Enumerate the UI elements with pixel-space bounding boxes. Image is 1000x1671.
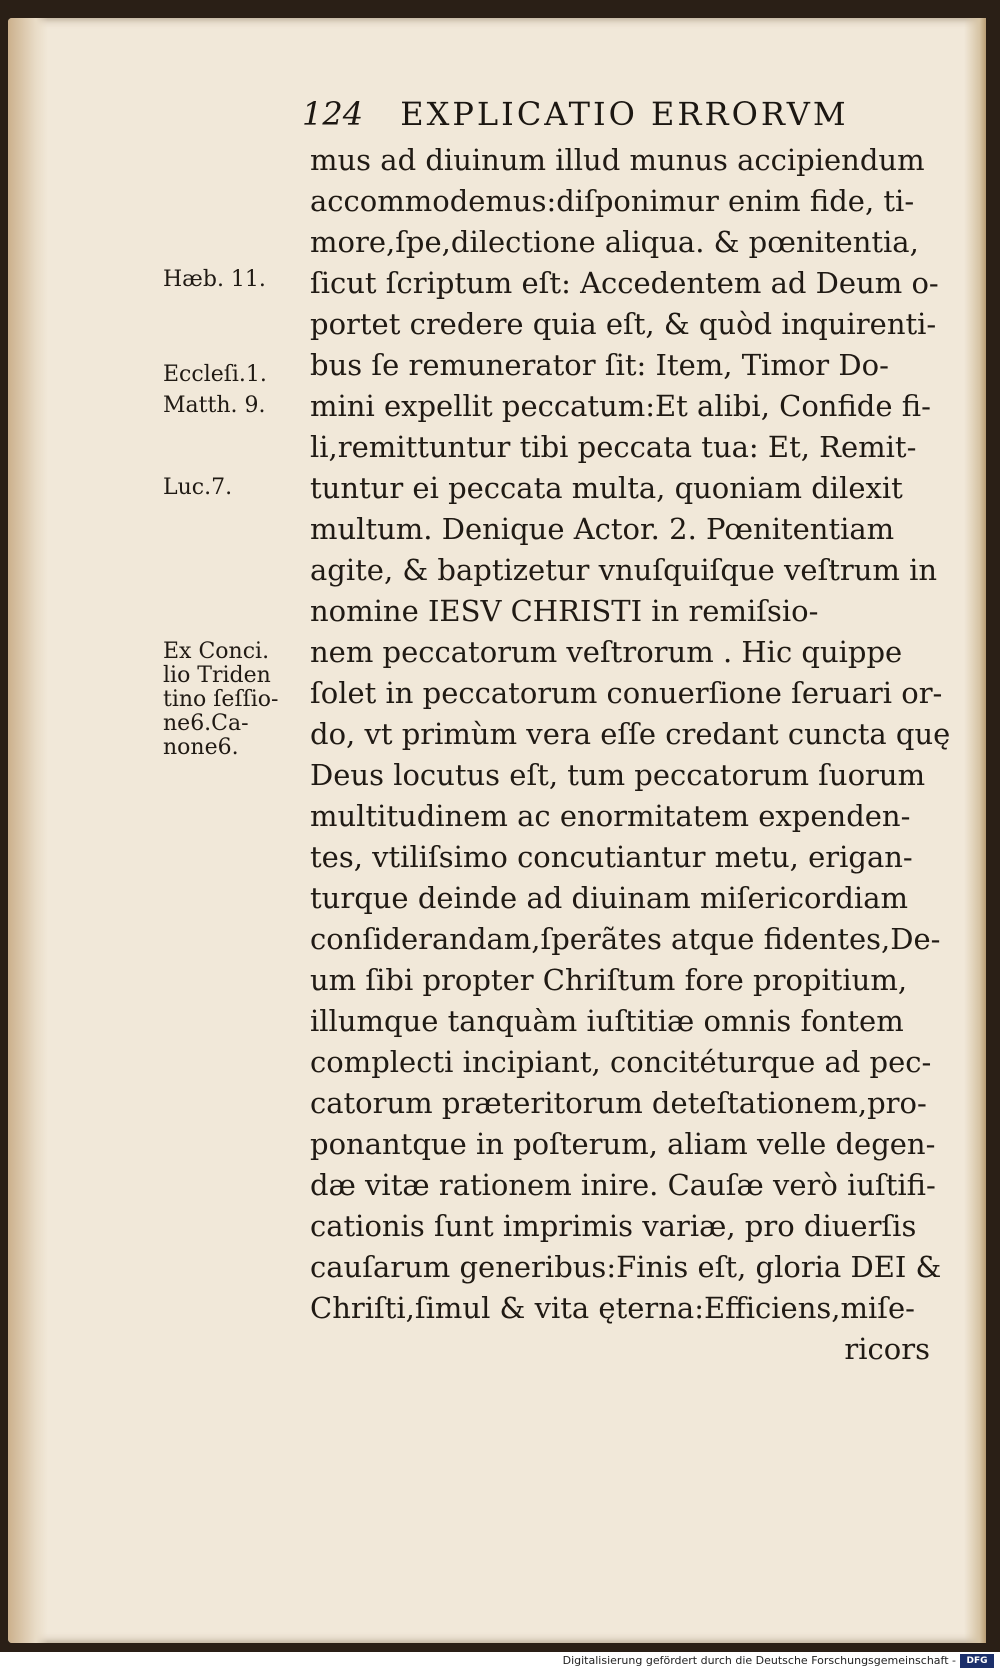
margin-note-haeb: Hæb. 11. [163, 267, 266, 292]
text-line: tes, vtiliſsimo concutiantur metu, erigan- [310, 840, 913, 874]
text-line: nem peccatorum veſtrorum . Hic quippe [310, 635, 903, 669]
running-title: EXPLICATIO ERRORVM [400, 95, 849, 133]
page-number: 124 [302, 95, 364, 133]
margin-note-line: none6. [163, 735, 239, 760]
text-line: mini expellit peccatum:Et alibi, Confide fi- [310, 389, 931, 423]
text-line: nomine IESV CHRISTI in remiſsio- [310, 594, 819, 628]
margin-note-line: Ex Conci. [163, 639, 270, 664]
text-line: agite, & baptizetur vnuſquiſque veſtrum in [310, 553, 938, 587]
text-line: multum. Denique Actor. 2. Pœnitentiam [310, 512, 895, 546]
footer-credit: Digitalisierung gefördert durch die Deutsche Forschungsgemeinschaft - [562, 1654, 956, 1667]
margin-note-matth: Matth. 9. [163, 393, 266, 418]
text-line: complecti incipiant, concitéturque ad pec- [310, 1045, 932, 1079]
margin-note-line: ne6.Ca- [163, 711, 249, 736]
text-line: li,remittuntur tibi peccata tua: Et, Remit- [310, 430, 917, 464]
margin-note-council [163, 640, 293, 760]
text-line: catorum præteritorum deteſtationem,pro- [310, 1086, 927, 1120]
text-line: more,ſpe,dilectione aliqua. & pœnitentia, [310, 225, 919, 259]
text-line: illumque tanquàm iuſtitiæ omnis fontem [310, 1004, 904, 1038]
dfg-logo: DFG [960, 1654, 994, 1668]
text-line: mus ad diuinum illud munus accipiendum [310, 143, 925, 177]
margin-note-luc: Luc.7. [163, 475, 233, 500]
digitization-footer [0, 1652, 1000, 1671]
text-line: ponantque in poſterum, aliam velle degen- [310, 1127, 936, 1161]
text-line: do, vt primùm vera eſſe credant cuncta quę [310, 717, 951, 751]
text-line: bus ſe remunerator ſit: Item, Timor Do- [310, 348, 889, 382]
text-line: portet credere quia eſt, & quòd inquirenti- [310, 307, 937, 341]
running-head [302, 95, 942, 133]
body-text [310, 140, 960, 1370]
text-line: accommodemus:diſponimur enim fide, ti- [310, 184, 915, 218]
text-line: ſolet in peccatorum conuerſione ſeruari or- [310, 676, 943, 710]
page-gutter-shadow [8, 18, 48, 1643]
text-line: Chriſti,ſimul & vita ęterna:Efficiens,miſe- [310, 1291, 915, 1325]
margin-note-line: lio Triden [163, 663, 271, 688]
text-line: multitudinem ac enormitatem expenden- [310, 799, 911, 833]
text-line: dæ vitæ rationem inire. Cauſæ verò iuſtifi- [310, 1168, 936, 1202]
catchword: ricors [844, 1332, 930, 1366]
text-line: conſiderandam,ſperãtes atque fidentes,De- [310, 922, 941, 956]
text-line: cationis ſunt imprimis variæ, pro diuerſis [310, 1209, 917, 1243]
text-line: cauſarum generibus:Finis eſt, gloria DEI & [310, 1250, 942, 1284]
margin-note-eccl: Eccleſi.1. [163, 362, 267, 387]
text-line: tuntur ei peccata multa, quoniam dilexit [310, 471, 903, 505]
page-edge-shadow [964, 18, 986, 1643]
text-line: Deus locutus eſt, tum peccatorum ſuorum [310, 758, 926, 792]
text-line: um ſibi propter Chriſtum fore propitium, [310, 963, 908, 997]
text-line: ſicut ſcriptum eſt: Accedentem ad Deum o- [310, 266, 939, 300]
margin-note-line: tino ſeſſio- [163, 687, 279, 712]
text-line: turque deinde ad diuinam miſericordiam [310, 881, 908, 915]
